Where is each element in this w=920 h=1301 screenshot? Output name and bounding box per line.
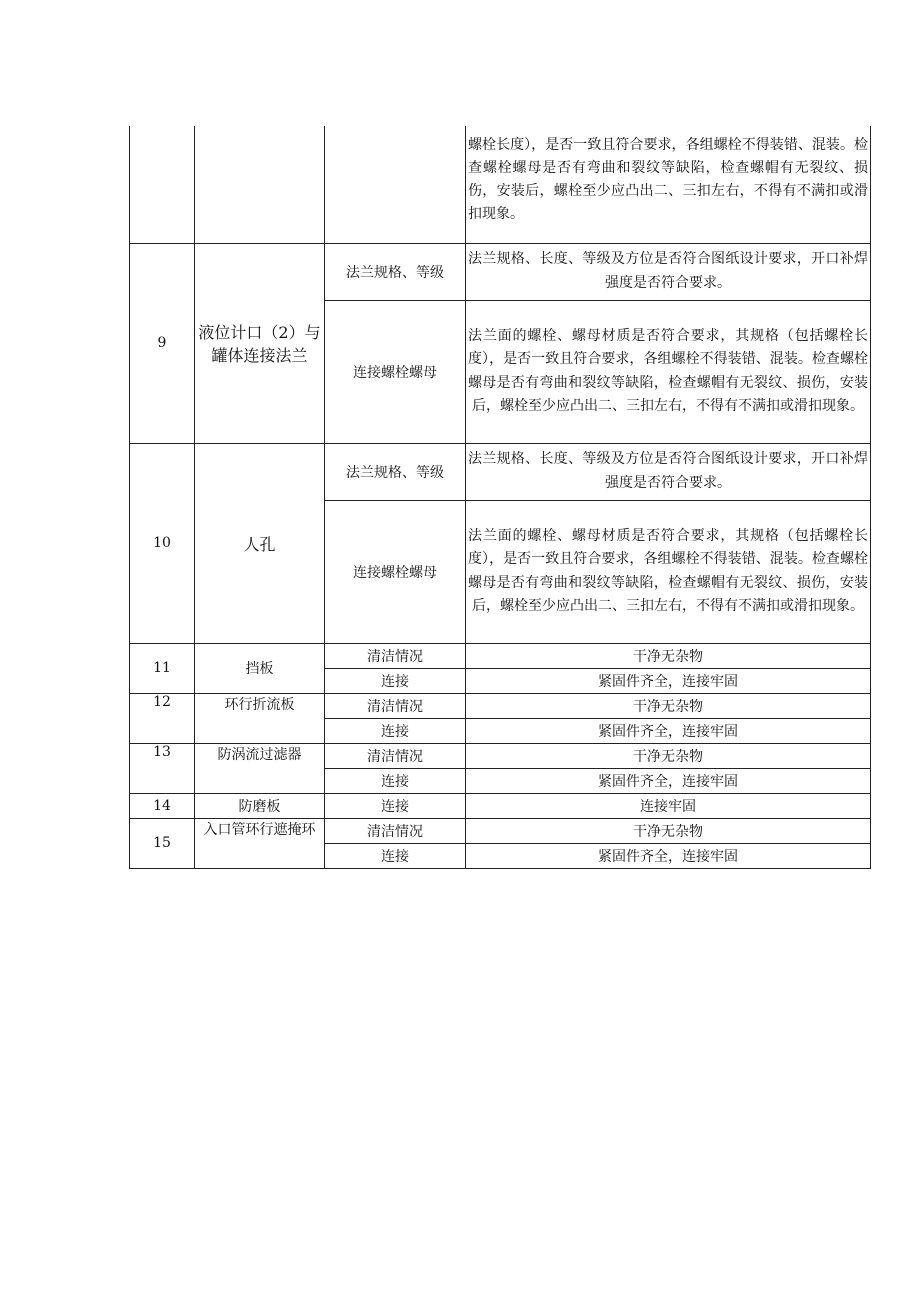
row-number: 10 [130, 443, 195, 643]
check-item: 连接 [325, 768, 466, 793]
requirement-text: 法兰面的螺栓、螺母材质是否符合要求，其规格（包括螺栓长度），是否一致且符合要求，各组螺栓不得装错、混装。检查螺栓螺母是否有弯曲和裂纹等缺陷，检查螺帽有无裂纹、损伤，安装后，螺栓至少应凸出二、三扣左右，不得有不满扣或滑扣现象。 [466, 500, 871, 643]
continued-item-cell [325, 126, 466, 243]
check-item: 连接螺栓螺母 [325, 500, 466, 643]
requirement-text: 紧固件齐全，连接牢固 [466, 718, 871, 743]
row-number: 11 [130, 643, 195, 693]
check-item: 连接 [325, 718, 466, 743]
table-row [130, 793, 871, 818]
row-number: 9 [130, 243, 195, 443]
requirement-text: 紧固件齐全，连接牢固 [466, 843, 871, 868]
continued-no-cell [130, 126, 195, 243]
continued-row [130, 126, 871, 243]
part-name: 挡板 [195, 643, 325, 693]
table-row [130, 643, 871, 668]
requirement-text: 紧固件齐全，连接牢固 [466, 768, 871, 793]
check-item: 连接螺栓螺母 [325, 300, 466, 443]
row-number: 12 [130, 693, 195, 743]
requirement-text: 干净无杂物 [466, 743, 871, 768]
requirement-text: 干净无杂物 [466, 818, 871, 843]
requirement-text: 紧固件齐全，连接牢固 [466, 668, 871, 693]
check-item: 清洁情况 [325, 818, 466, 843]
table-row [130, 443, 871, 500]
requirement-text: 干净无杂物 [466, 693, 871, 718]
requirement-text: 法兰面的螺栓、螺母材质是否符合要求，其规格（包括螺栓长度），是否一致且符合要求，各组螺栓不得装错、混装。检查螺栓螺母是否有弯曲和裂纹等缺陷，检查螺帽有无裂纹、损伤，安装后，螺栓至少应凸出二、三扣左右，不得有不满扣或滑扣现象。 [466, 300, 871, 443]
table-row [130, 243, 871, 300]
check-item: 清洁情况 [325, 693, 466, 718]
table-row [130, 743, 871, 768]
requirement-text: 法兰规格、长度、等级及方位是否符合图纸设计要求，开口补焊强度是否符合要求。 [466, 243, 871, 300]
check-item: 法兰规格、等级 [325, 443, 466, 500]
check-item: 连接 [325, 843, 466, 868]
row-number: 14 [130, 793, 195, 818]
part-name: 液位计口（2）与罐体连接法兰 [195, 243, 325, 443]
continued-requirement-cell: 螺栓长度），是否一致且符合要求，各组螺栓不得装错、混装。检查螺栓螺母是否有弯曲和裂纹等缺陷，检查螺帽有无裂纹、损伤，安装后，螺栓至少应凸出二、三扣左右，不得有不满扣或滑扣现象。 [466, 126, 871, 243]
part-name: 环行折流板 [195, 693, 325, 743]
requirement-text: 法兰规格、长度、等级及方位是否符合图纸设计要求，开口补焊强度是否符合要求。 [466, 443, 871, 500]
continued-part-cell [195, 126, 325, 243]
row-number: 15 [130, 818, 195, 868]
table-row [130, 818, 871, 843]
requirement-text: 干净无杂物 [466, 643, 871, 668]
check-item: 连接 [325, 668, 466, 693]
check-item: 清洁情况 [325, 643, 466, 668]
requirement-text: 连接牢固 [466, 793, 871, 818]
part-name: 防涡流过滤器 [195, 743, 325, 793]
inspection-table [129, 126, 871, 869]
check-item: 连接 [325, 793, 466, 818]
row-number: 13 [130, 743, 195, 793]
check-item: 清洁情况 [325, 743, 466, 768]
part-name: 防磨板 [195, 793, 325, 818]
part-name: 入口管环行遮掩环 [195, 818, 325, 868]
check-item: 法兰规格、等级 [325, 243, 466, 300]
part-name: 人孔 [195, 443, 325, 643]
table-row [130, 693, 871, 718]
